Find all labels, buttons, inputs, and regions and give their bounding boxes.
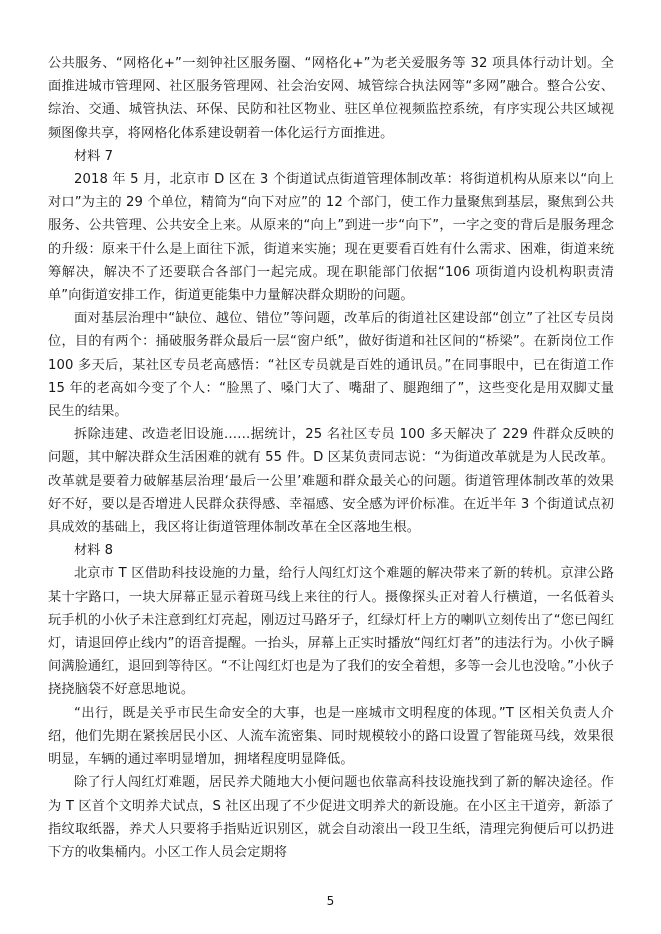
paragraph-material-8-2: “出行，既是关乎市民生命安全的大事，也是一座城市文明程度的体现。”T 区相关负责人介绍，他们先期在紧挨居民小区、人流车流密集、同时规模较小的路口设置了智能斑马线，效果很明显，车辆的通过率明显增加，拥堵程度明显降低。: [48, 705, 614, 768]
section-heading-material-7: 材料 7: [74, 148, 113, 164]
paragraph-material-8-1: 北京市 T 区借助科技设施的力量，给行人闯红灯这个难题的解决带来了新的转机。京津公路某十字路口，一块大屏幕正显示着斑马线上来往的行人。摄像探头正对着人行横道，一名低着头玩手机的小伙子未注意到红灯亮起，刚迈过马路牙子，红绿灯杆上方的喇叭立刻传出了“您已闯红灯，请退回停止线内”的语音提醒。一抬头，屏幕上正实时播放“闯红灯者”的违法行为。小伙子瞬间满脸通红，退回到等待区。“不让闯红灯也是为了我们的安全着想，多等一会儿也没啥。”小伙子挠挠脑袋不好意思地说。: [48, 566, 614, 698]
paragraph-material-7-1: 2018 年 5 月，北京市 D 区在 3 个街道试点街道管理体制改革：将街道机构从原来以“向上对口”为主的 29 个单位，精简为“向下对应”的 12 个部门，使工作力量聚焦到基层，聚焦到公共服务、公共管理、公共安全上来。从原来的“向上”到进一步“向下”，一字之变的背后是服务理念的升级：原来干什么是上面往下派，街道来实施；现在更要看百姓有什么需求、困难，街道来统筹解决，解决不了还要联合各部门一起完成。现在职能部门依据“106 项街道内设机构职责清单”向街道安排工作，街道更能集中力量解决群众期盼的问题。: [48, 172, 614, 304]
paragraph-intro-continuation: 公共服务、“网格化+”一刻钟社区服务圈、“网格化+”为老关爱服务等 32 项具体行动计划。全面推进城市管理网、社区服务管理网、社会治安网、城管综合执法网等“多网”融合。整合公安、综治、交通、城管执法、环保、民防和社区物业、驻区单位视频监控系统，有序实现公共区域视频图像共享，将网格化体系建设朝着一体化运行方面推进。: [48, 56, 614, 141]
paragraph-material-7-2: 面对基层治理中“缺位、越位、错位”等问题，改革后的街道社区建设部“创立”了社区专员岗位，目的有两个：捅破服务群众最后一层“窗户纸”，做好街道和社区间的“桥梁”。在新岗位工作 100 多天后，某社区专员老高感悟：“社区专员就是百姓的通讯员。”在同事眼中，已在街道工作 15 年的老高如今变了个人：“脸黑了、嗓门大了、嘴甜了、腿跑细了”，这些变化是用双脚丈量民生的结果。: [48, 311, 614, 420]
page-number: 5: [326, 894, 335, 908]
section-heading-material-8: 材料 8: [74, 543, 113, 559]
paragraph-material-7-3: 拆除违建、改造老旧设施……据统计，25 名社区专员 100 多天解决了 229 件群众反映的问题，其中解决群众生活困难的就有 55 件。D 区某负责同志说：“为街道改革就是为人民改革。改革就是要着力破解基层治理‘最后一公里’难题和群众最关心的问题。街道管理体制改革的效果好不好，要以是否增进人民群众获得感、幸福感、安全感为评价标准。在近半年 3 个街道试点初具成效的基础上，我区将让街道管理体制改革在全区落地生根。: [48, 427, 614, 536]
paragraph-material-8-3: 除了行人闯红灯难题，居民养犬随地大小便问题也依靠高科技设施找到了新的解决途径。作为 T 区首个文明养犬试点，S 社区出现了不少促进文明养犬的新设施。在小区主干道旁，新添了指纹取纸器，养犬人只要将手指贴近识别区，就会自动滚出一段卫生纸，清理完狗便后可以扔进下方的收集桶内。小区工作人员会定期将: [48, 775, 614, 860]
document-body: [48, 52, 614, 864]
